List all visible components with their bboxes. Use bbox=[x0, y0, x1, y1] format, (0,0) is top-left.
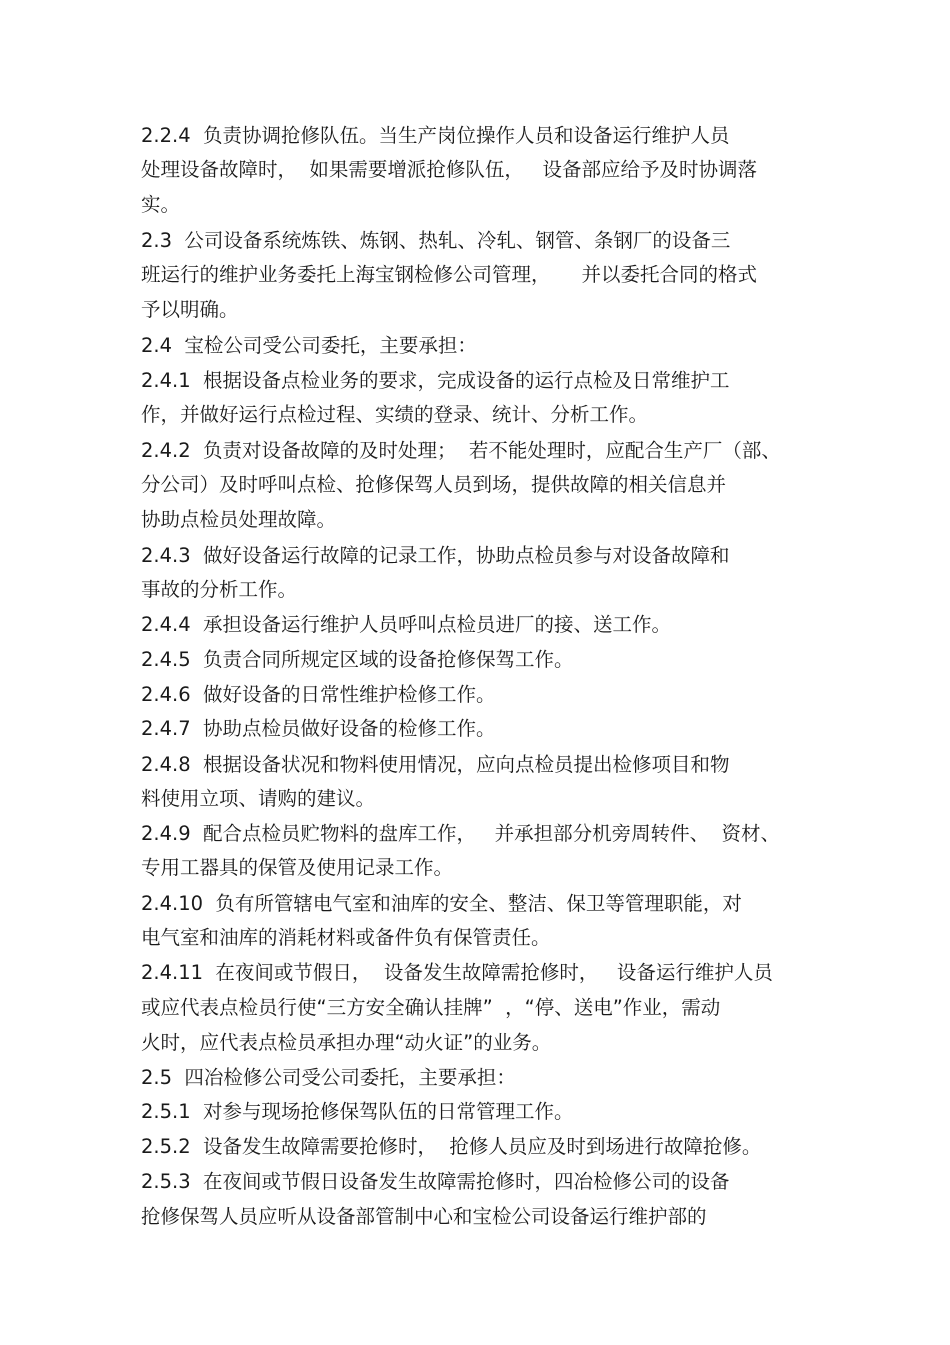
text-line: 2.4.10 负有所管辖电气室和油库的安全、整洁、保卫等管理职能，对 bbox=[141, 892, 742, 915]
text-line: 实。 bbox=[141, 193, 181, 216]
text-line: 2.3 公司设备系统炼铁、炼钢、热轧、冷轧、钢管、条钢厂的设备三 bbox=[141, 229, 731, 252]
text-line: 料使用立项、请购的建议。 bbox=[141, 787, 376, 810]
text-line: 2.5 四冶检修公司受公司委托，主要承担： bbox=[141, 1066, 516, 1089]
text-line: 专用工器具的保管及使用记录工作。 bbox=[141, 856, 454, 879]
text-line: 2.5.2 设备发生故障需要抢修时， 抢修人员应及时到场进行故障抢修。 bbox=[141, 1135, 762, 1158]
text-line: 分公司）及时呼叫点检、抢修保驾人员到场，提供故障的相关信息并 bbox=[141, 473, 727, 496]
text-line: 2.4.8 根据设备状况和物料使用情况，应向点检员提出检修项目和物 bbox=[141, 753, 730, 776]
text-line: 2.4.5 负责合同所规定区域的设备抢修保驾工作。 bbox=[141, 648, 574, 671]
text-line: 2.4.2 负责对设备故障的及时处理； 若不能处理时，应配合生产厂（部、 bbox=[141, 439, 781, 462]
text-line: 电气室和油库的消耗材料或备件负有保管责任。 bbox=[141, 926, 551, 949]
text-line: 处理设备故障时， 如果需要增派抢修队伍， 设备部应给予及时协调落 bbox=[141, 158, 757, 181]
text-line: 2.4.1 根据设备点检业务的要求，完成设备的运行点检及日常维护工 bbox=[141, 369, 730, 392]
text-line: 2.5.1 对参与现场抢修保驾队伍的日常管理工作。 bbox=[141, 1100, 574, 1123]
text-line: 2.4.7 协助点检员做好设备的检修工作。 bbox=[141, 717, 496, 740]
text-line: 抢修保驾人员应听从设备部管制中心和宝检公司设备运行维护部的 bbox=[141, 1205, 707, 1228]
text-line: 2.4 宝检公司受公司委托，主要承担： bbox=[141, 334, 477, 357]
text-line: 2.4.4 承担设备运行维护人员呼叫点检员进厂的接、送工作。 bbox=[141, 613, 672, 636]
text-line: 或应代表点检员行使“三方安全确认挂牌” ，“停、送电”作业，需动 bbox=[141, 996, 721, 1019]
text-line: 协助点检员处理故障。 bbox=[141, 508, 337, 531]
text-line: 班运行的维护业务委托上海宝钢检修公司管理， 并以委托合同的格式 bbox=[141, 263, 757, 286]
text-line: 作，并做好运行点检过程、实绩的登录、统计、分析工作。 bbox=[141, 403, 649, 426]
text-line: 火时，应代表点检员承担办理“动火证”的业务。 bbox=[141, 1031, 552, 1054]
text-line: 2.4.9 配合点检员贮物料的盘库工作， 并承担部分机旁周转件、 资材、 bbox=[141, 822, 781, 845]
text-line: 予以明确。 bbox=[141, 298, 239, 321]
text-line: 2.5.3 在夜间或节假日设备发生故障需抢修时，四冶检修公司的设备 bbox=[141, 1170, 730, 1193]
text-line: 2.4.6 做好设备的日常性维护检修工作。 bbox=[141, 683, 496, 706]
text-line: 2.2.4 负责协调抢修队伍。当生产岗位操作人员和设备运行维护人员 bbox=[141, 124, 730, 147]
text-line: 2.4.3 做好设备运行故障的记录工作，协助点检员参与对设备故障和 bbox=[141, 544, 730, 567]
text-line: 事故的分析工作。 bbox=[141, 578, 298, 601]
text-line: 2.4.11 在夜间或节假日， 设备发生故障需抢修时， 设备运行维护人员 bbox=[141, 961, 773, 984]
